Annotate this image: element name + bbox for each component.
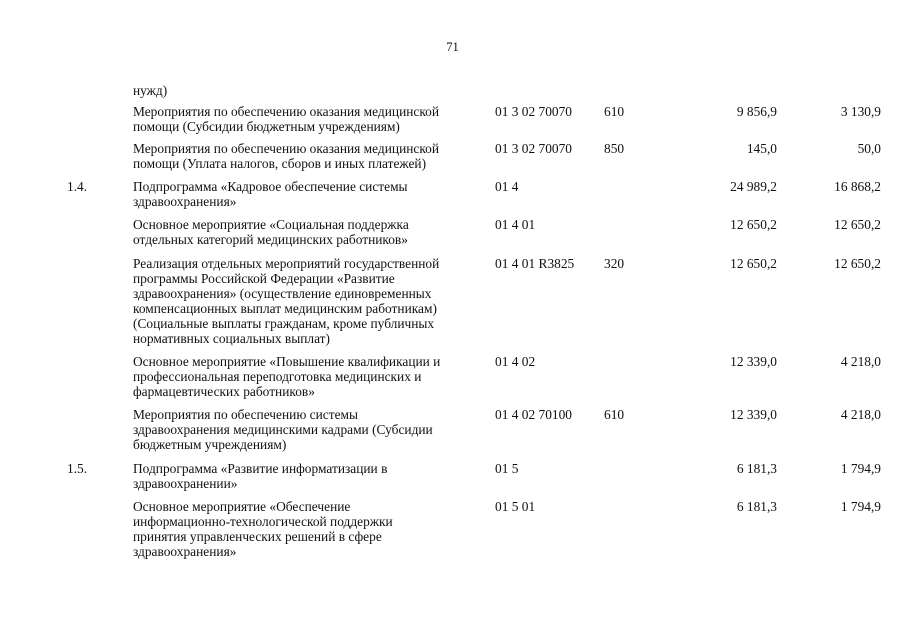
amount-column-2: 3 130,9 [840, 104, 881, 119]
table-row [0, 83, 905, 98]
row-name-line: Основное мероприятие «Повышение квалификации и [133, 354, 441, 369]
row-name-line: Мероприятия по обеспечению оказания медицинской [133, 141, 440, 156]
table-row [0, 407, 905, 452]
table-row [0, 179, 905, 209]
amount-column-1: 145,0 [746, 141, 777, 156]
row-number: 1.4. [67, 179, 88, 194]
row-name-line: здравоохранения медицинскими кадрами (Субсидии [133, 422, 433, 437]
amount-column-1: 12 650,2 [730, 256, 777, 271]
row-name-line: Мероприятия по обеспечению системы [133, 407, 358, 422]
classification-code: 01 4 01 [495, 217, 536, 232]
table-row [0, 354, 905, 399]
expense-type: 610 [604, 104, 625, 119]
row-name [133, 407, 483, 452]
classification-code: 01 5 01 [495, 499, 536, 514]
classification-code: 01 3 02 70070 [495, 141, 572, 156]
row-name-line: программы Российской Федерации «Развитие [133, 271, 395, 286]
row-name-line: принятия управленческих решений в сфере [133, 529, 382, 544]
row-name-line: профессиональная переподготовка медицинских и [133, 369, 422, 384]
amount-column-2: 1 794,9 [840, 461, 881, 476]
row-name [133, 141, 483, 171]
row-name-line: Основное мероприятие «Обеспечение [133, 499, 351, 514]
expense-type: 610 [604, 407, 625, 422]
row-name-line: Подпрограмма «Кадровое обеспечение системы [133, 179, 408, 194]
row-name-line: здравоохранения» [133, 194, 237, 209]
classification-code: 01 5 [495, 461, 519, 476]
amount-column-1: 12 339,0 [730, 407, 777, 422]
expense-type: 320 [604, 256, 625, 271]
row-name-line: фармацевтических работников» [133, 384, 315, 399]
row-name-line: помощи (Субсидии бюджетным учреждениям) [133, 119, 400, 134]
table-row [0, 141, 905, 171]
row-name-line: Мероприятия по обеспечению оказания медицинской [133, 104, 440, 119]
row-name [133, 499, 483, 559]
table-row [0, 256, 905, 346]
amount-column-2: 12 650,2 [834, 217, 881, 232]
row-name [133, 217, 483, 247]
table-row [0, 499, 905, 559]
amount-column-2: 1 794,9 [840, 499, 881, 514]
expense-type: 850 [604, 141, 625, 156]
row-name-line: Основное мероприятие «Социальная поддержка [133, 217, 409, 232]
row-name-line: Подпрограмма «Развитие информатизации в [133, 461, 388, 476]
row-name-line: Реализация отдельных мероприятий государственной [133, 256, 440, 271]
amount-column-2: 12 650,2 [834, 256, 881, 271]
row-name-line: (Социальные выплаты гражданам, кроме публичных [133, 316, 435, 331]
amount-column-1: 12 650,2 [730, 217, 777, 232]
amount-column-2: 4 218,0 [840, 407, 881, 422]
amount-column-2: 16 868,2 [834, 179, 881, 194]
amount-column-1: 6 181,3 [736, 499, 777, 514]
row-name-line: нормативных социальных выплат) [133, 331, 330, 346]
amount-column-2: 50,0 [857, 141, 881, 156]
amount-column-1: 24 989,2 [730, 179, 777, 194]
classification-code: 01 4 02 70100 [495, 407, 572, 422]
amount-column-1: 6 181,3 [736, 461, 777, 476]
row-name-line: бюджетным учреждениям) [133, 437, 287, 452]
row-name [133, 354, 483, 399]
row-number: 1.5. [67, 461, 88, 476]
classification-code: 01 3 02 70070 [495, 104, 572, 119]
row-name-line: компенсационных выплат медицинским работникам) [133, 301, 437, 316]
table-row [0, 461, 905, 491]
row-name [133, 461, 483, 491]
budget-table [0, 83, 905, 559]
row-name-line: информационно-технологической поддержки [133, 514, 393, 529]
table-row [0, 217, 905, 247]
table-row [0, 104, 905, 134]
classification-code: 01 4 [495, 179, 519, 194]
row-name [133, 179, 483, 209]
row-name [133, 104, 483, 134]
row-name-line: здравоохранении» [133, 476, 238, 491]
row-name-line: нужд) [133, 83, 168, 98]
amount-column-1: 12 339,0 [730, 354, 777, 369]
row-name-line: здравоохранения» [133, 544, 237, 559]
row-name-line: здравоохранения» (осуществление единовременных [133, 286, 432, 301]
row-name-line: отдельных категорий медицинских работников» [133, 232, 408, 247]
classification-code: 01 4 02 [495, 354, 536, 369]
row-name-line: помощи (Уплата налогов, сборов и иных платежей) [133, 156, 427, 171]
row-name [133, 83, 483, 98]
row-name [133, 256, 483, 346]
classification-code: 01 4 01 R3825 [495, 256, 575, 271]
page-number: 71 [446, 40, 459, 54]
amount-column-1: 9 856,9 [736, 104, 777, 119]
amount-column-2: 4 218,0 [840, 354, 881, 369]
